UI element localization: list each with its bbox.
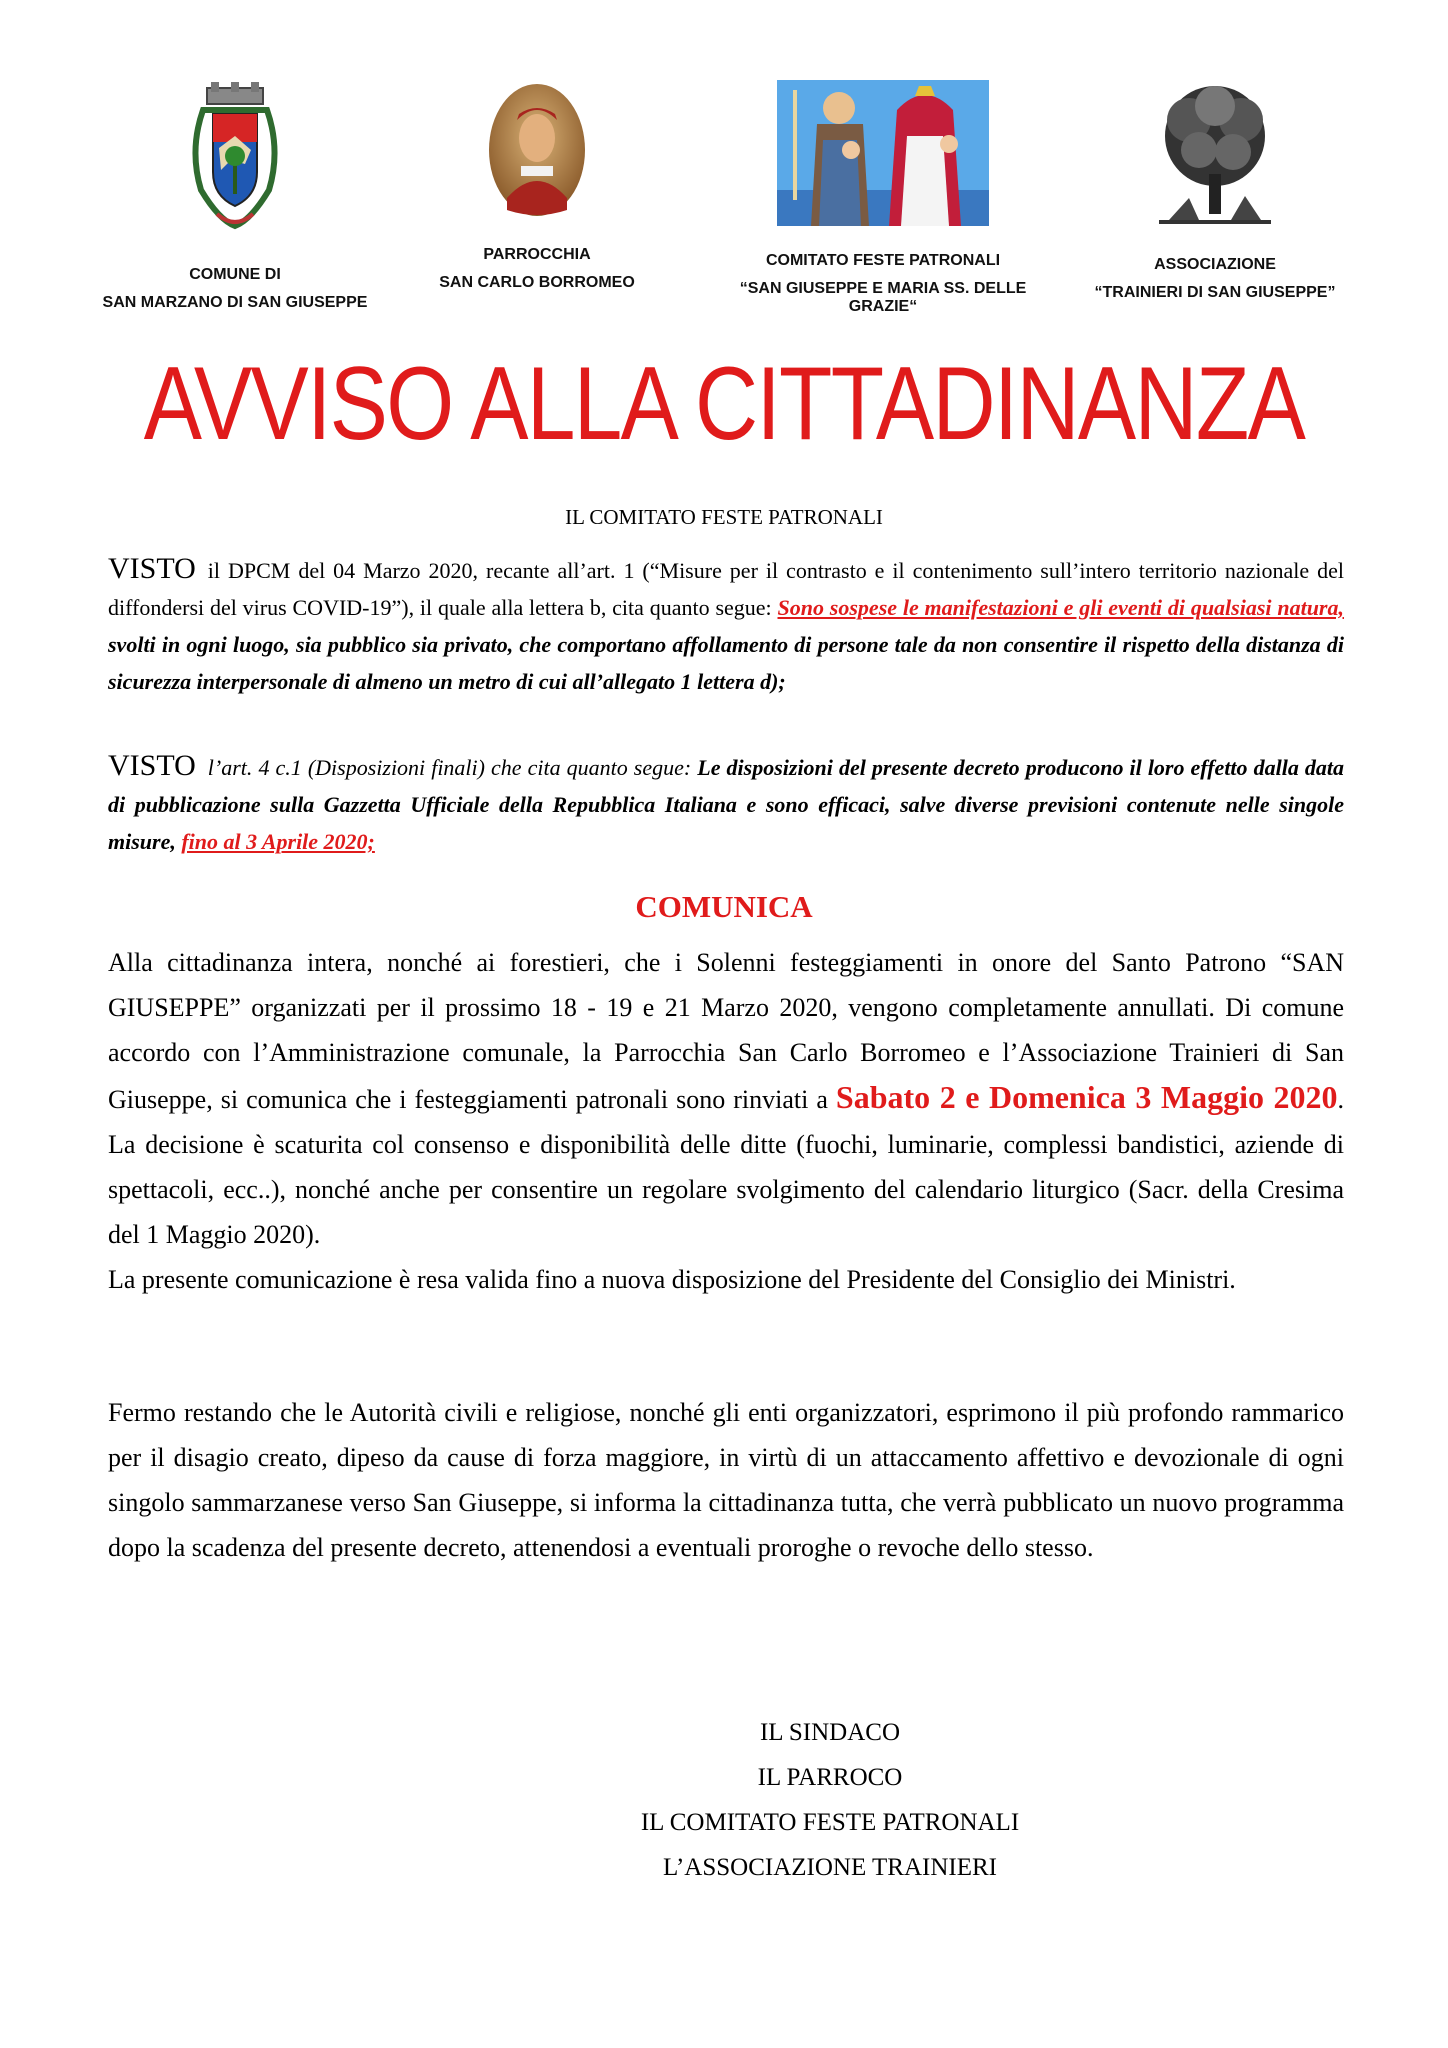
visto-label: VISTO xyxy=(108,749,196,782)
comunica-heading: COMUNICA xyxy=(635,889,813,924)
visto-paragraph-2 xyxy=(108,747,1344,860)
announcement-text-cont: . La decisione è scaturita col consenso e disponibilità delle ditte (fuochi, luminarie, complessi bandistici, aziende di spettacoli, ecc..), nonché anche per consentire un regolare svolgimento del calendario liturgico (Sacr. della Cresima del 1 Maggio 2020). xyxy=(108,1085,1344,1249)
org-line2: “SAN GIUSEPPE E MARIA SS. DELLE GRAZIE“ xyxy=(739,280,1027,315)
visto-label: VISTO xyxy=(108,552,196,585)
organizations-header xyxy=(80,80,1370,320)
signatory: IL PARROCO xyxy=(757,1764,903,1791)
notice-headline: AVVISO ALLA CITTADINANZA xyxy=(143,346,1305,462)
validity-text: La presente comunicazione è resa valida fino a nuova disposizione del Presidente del Consiglio dei Ministri. xyxy=(108,1265,1236,1294)
signatory: IL SINDACO xyxy=(759,1719,901,1746)
org-comitato xyxy=(713,80,1053,316)
visto-highlight: fino al 3 Aprile 2020; xyxy=(181,829,375,854)
tree-illustration-icon xyxy=(1149,80,1281,230)
org-line1: PARROCCHIA xyxy=(483,246,591,263)
visto-quote: Le disposizioni del presente decreto producono il loro effetto dalla data di pubblicazione sulla Gazzetta Ufficiale della Repubblica Italiana e sono efficaci, salve diverse previsioni contenute nelle singole misure, xyxy=(108,755,1344,854)
visto-highlight: Sono sospese le manifestazioni e gli eventi di qualsiasi natura, xyxy=(777,595,1344,620)
coat-of-arms-icon xyxy=(179,80,291,240)
announcement-paragraph xyxy=(108,940,1344,1302)
visto-text: l’art. 4 c.1 (Disposizioni finali) che cita quanto segue: xyxy=(207,755,698,780)
signatory: L’ASSOCIAZIONE TRAINIERI xyxy=(662,1854,998,1881)
visto-quote: svolti in ogni luogo, sia pubblico sia privato, che comportano affollamento di persone tale da non consentire il rispetto della distanza di sicurezza interpersonale di almeno un metro di cui all’allegato 1 lettera d); xyxy=(108,632,1344,694)
org-line1: ASSOCIAZIONE xyxy=(1154,256,1276,273)
announcement-text: Alla cittadinanza intera, nonché ai forestieri, che i Solenni festeggiamenti in onore del Santo Patrono “SAN GIUSEPPE” organizzati per il prossimo 18 - 19 e 21 Marzo 2020, vengono completamente annullati. Di comune accordo con l’Amministrazione comunale, la Parrocchia San Carlo Borromeo e l’Associazione Trainieri di San Giuseppe, si comunica che i festeggiamenti patronali sono rinviati a xyxy=(108,948,1344,1114)
signatories xyxy=(560,1710,1100,1890)
closing-paragraph: Fermo restando che le Autorità civili e religiose, nonché gli enti organizzatori, esprimono il più profondo rammarico per il disagio creato, dipeso da cause di forza maggiore, in virtù di un attaccamento affettivo e devozionale di ogni singolo sammarzanese verso San Giuseppe, si informa la cittadinanza tutta, che verrà pubblicato un nuovo programma dopo la scadenza del presente decreto, attenendosi a eventuali proroghe o revoche dello stesso. xyxy=(108,1398,1344,1562)
signatory: IL COMITATO FESTE PATRONALI xyxy=(640,1809,1020,1836)
committee-subheading: IL COMITATO FESTE PATRONALI xyxy=(565,505,883,529)
org-associazione xyxy=(1055,80,1375,302)
org-parrocchia xyxy=(377,80,697,292)
org-line2: SAN CARLO BORROMEO xyxy=(439,274,635,291)
visto-paragraph-1 xyxy=(108,550,1344,700)
org-line2: SAN MARZANO DI SAN GIUSEPPE xyxy=(102,294,368,311)
saint-portrait-icon xyxy=(485,80,589,220)
new-dates: Sabato 2 e Domenica 3 Maggio 2020 xyxy=(835,1079,1338,1115)
org-line2: “TRAINIERI DI SAN GIUSEPPE” xyxy=(1094,284,1336,301)
visto-text: il DPCM del 04 Marzo 2020, recante all’art. 1 (“Misure per il contrasto e il contenimento sull’intero territorio nazionale del diffondersi del virus COVID-19”), il quale alla lettera b, cita quanto segue: xyxy=(108,558,1344,620)
org-line1: COMITATO FESTE PATRONALI xyxy=(765,252,1001,269)
patron-saints-photo-icon xyxy=(777,80,989,226)
org-line1: COMUNE DI xyxy=(189,266,281,283)
org-comune xyxy=(75,80,395,312)
